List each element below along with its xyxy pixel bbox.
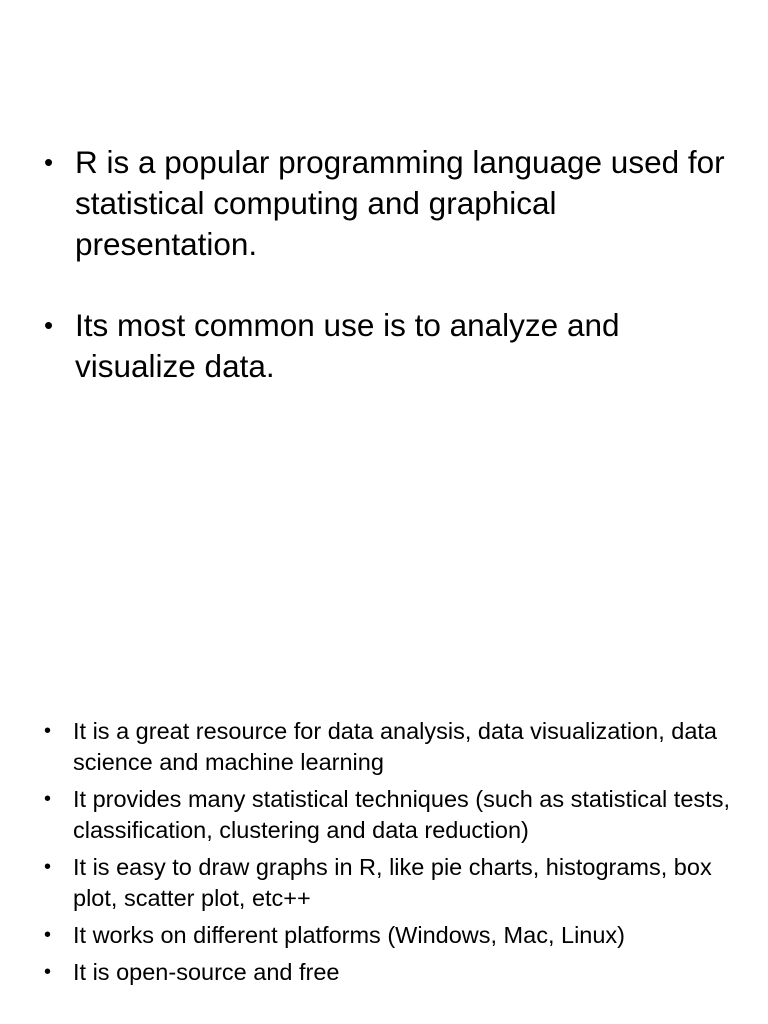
bullet-text: It is open-source and free xyxy=(73,959,340,985)
bullet-icon: • xyxy=(44,961,52,983)
bullet-text: It provides many statistical techniques (such as statistical tests, classification, clustering and data reduction) xyxy=(73,786,730,843)
bullet-text: It is a great resource for data analysis, data visualization, data science and machine learning xyxy=(73,718,717,775)
list-item xyxy=(0,957,768,988)
bullet-icon: • xyxy=(44,720,52,742)
intro-bullet-list xyxy=(0,142,768,427)
bullet-icon: • xyxy=(44,147,54,177)
list-item xyxy=(0,920,768,951)
bullet-icon: • xyxy=(44,924,52,946)
list-item xyxy=(0,784,768,846)
bullet-icon: • xyxy=(44,856,52,878)
bullet-text: It works on different platforms (Windows, Mac, Linux) xyxy=(73,922,626,948)
list-item xyxy=(0,716,768,778)
bullet-text: It is easy to draw graphs in R, like pie charts, histograms, box plot, scatter plot, etc++ xyxy=(73,854,712,911)
bullet-text: Its most common use is to analyze and visualize data. xyxy=(75,307,620,384)
bullet-text: R is a popular programming language used for statistical computing and graphical presentation. xyxy=(75,144,725,262)
features-bullet-list xyxy=(0,716,768,994)
bullet-icon: • xyxy=(44,310,54,340)
list-item xyxy=(0,305,768,387)
list-item xyxy=(0,852,768,914)
list-item xyxy=(0,142,768,265)
bullet-icon: • xyxy=(44,788,52,810)
